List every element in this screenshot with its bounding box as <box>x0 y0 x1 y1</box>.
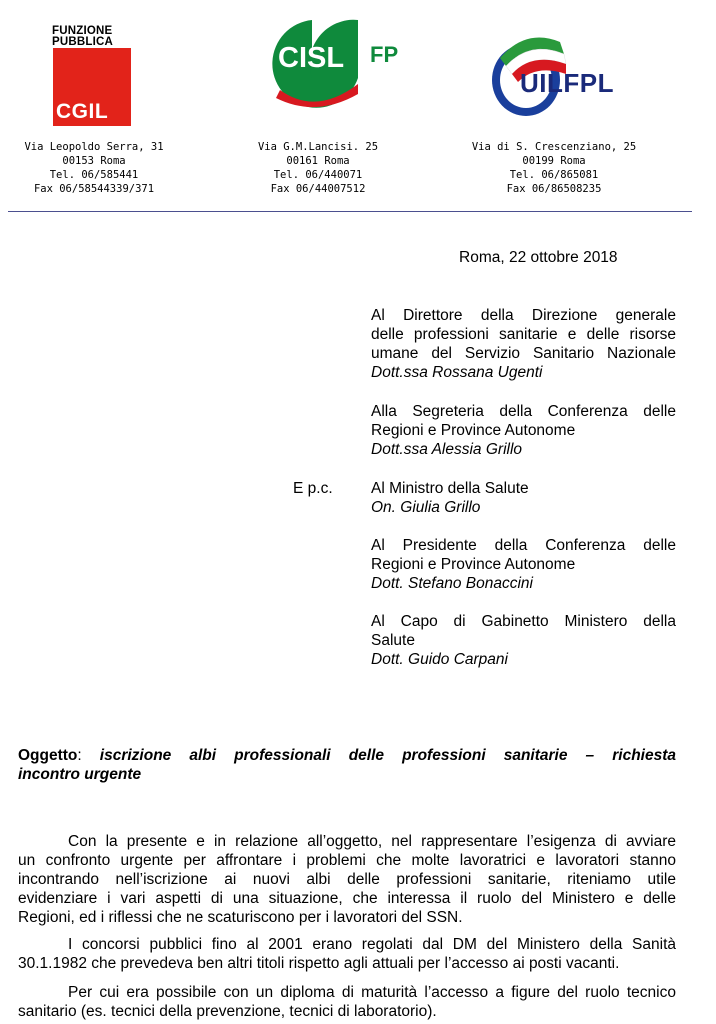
cisl-logo-main-text: CISL <box>278 42 345 74</box>
cisl-logo <box>266 18 416 114</box>
cgil-address <box>4 140 184 196</box>
subject-colon: : <box>77 747 82 764</box>
subject-line-1 <box>18 746 676 765</box>
body-paragraph-3 <box>18 983 676 1021</box>
subject-label: Oggetto <box>18 747 78 764</box>
cc-recipient-1-line: Al Ministro della Salute <box>371 480 529 497</box>
uilfpl-fax: Fax 06/86508235 <box>506 183 602 195</box>
uilfpl-city: 00199 Roma <box>522 155 586 167</box>
paragraph-line: Per cui era possibile con un diploma di maturità l’accesso a figure del ruolo tecnico <box>68 984 676 1001</box>
subject <box>18 746 676 784</box>
recipient-1-line: umane del Servizio Sanitario Nazionale <box>371 345 676 362</box>
cisl-address <box>228 140 408 196</box>
cisl-logo-side-text: FP <box>370 42 399 67</box>
cc-recipient-3 <box>371 612 676 669</box>
recipient-1-line: Al Direttore della Direzione generale <box>371 307 676 324</box>
recipient-2 <box>371 402 676 459</box>
cgil-logo-top-text: FUNZIONE PUBBLICA <box>52 25 114 48</box>
paragraph-line: incontrando nell’iscrizione ai nuovi albi delle professioni sanitarie, riteniamo utile <box>18 871 676 888</box>
cisl-fax: Fax 06/44007512 <box>270 183 366 195</box>
cgil-logo <box>52 26 132 126</box>
body-paragraph-2 <box>18 935 676 973</box>
paragraph-line: Con la presente e in relazione all’oggetto, nel rappresentare l’esigenza di avviare <box>68 833 676 850</box>
cc-recipient-3-line: Salute <box>371 632 415 649</box>
recipient-2-name: Dott.ssa Alessia Grillo <box>371 441 523 458</box>
cisl-street: Via G.M.Lancisi. 25 <box>257 141 379 153</box>
paragraph-line: sanitario (es. tecnici della prevenzione, tecnici di laboratorio). <box>18 1003 437 1020</box>
paragraph-line: 30.1.1982 che prevedeva ben altri titoli rispetto agli attuali per l’accesso ai posti vacanti. <box>18 955 620 972</box>
cgil-logo-main-text: CGIL <box>56 100 109 123</box>
subject-line-2: incontro urgente <box>18 766 142 783</box>
recipient-1-name: Dott.ssa Rossana Ugenti <box>371 364 543 381</box>
recipient-1 <box>371 306 676 382</box>
uilfpl-logo <box>486 28 636 120</box>
recipient-2-line: Regioni e Province Autonome <box>371 422 576 439</box>
epc-label: E p.c. <box>293 480 333 497</box>
cgil-phone: Tel. 06/585441 <box>49 169 139 181</box>
paragraph-line: I concorsi pubblici fino al 2001 erano regolati dal DM del Ministero della Sanità <box>68 936 676 953</box>
cgil-fax: Fax 06/58544339/371 <box>33 183 155 195</box>
cisl-city: 00161 Roma <box>286 155 350 167</box>
uilfpl-logo-main-text: UILFPL <box>520 68 614 98</box>
cisl-phone: Tel. 06/440071 <box>273 169 363 181</box>
cc-recipient-3-line: Al Capo di Gabinetto Ministero della <box>371 613 676 630</box>
header-divider <box>8 211 692 212</box>
body-paragraph-1 <box>18 832 676 927</box>
cc-recipient-2 <box>371 536 676 593</box>
date-line: Roma, 22 ottobre 2018 <box>459 249 618 266</box>
uilfpl-street: Via di S. Crescenziano, 25 <box>471 141 637 153</box>
recipient-2-line: Alla Segreteria della Conferenza delle <box>371 403 676 420</box>
cc-recipient-3-name: Dott. Guido Carpani <box>371 651 508 668</box>
uilfpl-phone: Tel. 06/865081 <box>509 169 599 181</box>
cgil-street: Via Leopoldo Serra, 31 <box>24 141 164 153</box>
recipient-1-line: delle professioni sanitarie e delle risorse <box>371 326 676 343</box>
cc-recipient-1 <box>371 479 676 517</box>
subject-text: iscrizione albi professionali delle professioni sanitarie – richiesta <box>99 747 676 764</box>
paragraph-line: evidenziare i vari aspetti di una situazione, che interessa il ruolo del Ministero e delle <box>18 890 676 907</box>
paragraph-line: Regioni, ed i riflessi che ne scaturiscono per i lavoratori del SSN. <box>18 909 463 926</box>
paragraph-line: un confronto urgente per affrontare i problemi che molte lavoratrici e lavoratori stanno <box>18 852 676 869</box>
cgil-city: 00153 Roma <box>62 155 126 167</box>
cc-recipient-2-line: Regioni e Province Autonome <box>371 556 576 573</box>
uilfpl-address <box>464 140 644 196</box>
cc-recipient-1-name: On. Giulia Grillo <box>371 499 481 516</box>
cc-recipient-2-line: Al Presidente della Conferenza delle <box>371 537 676 554</box>
cc-recipient-2-name: Dott. Stefano Bonaccini <box>371 575 533 592</box>
